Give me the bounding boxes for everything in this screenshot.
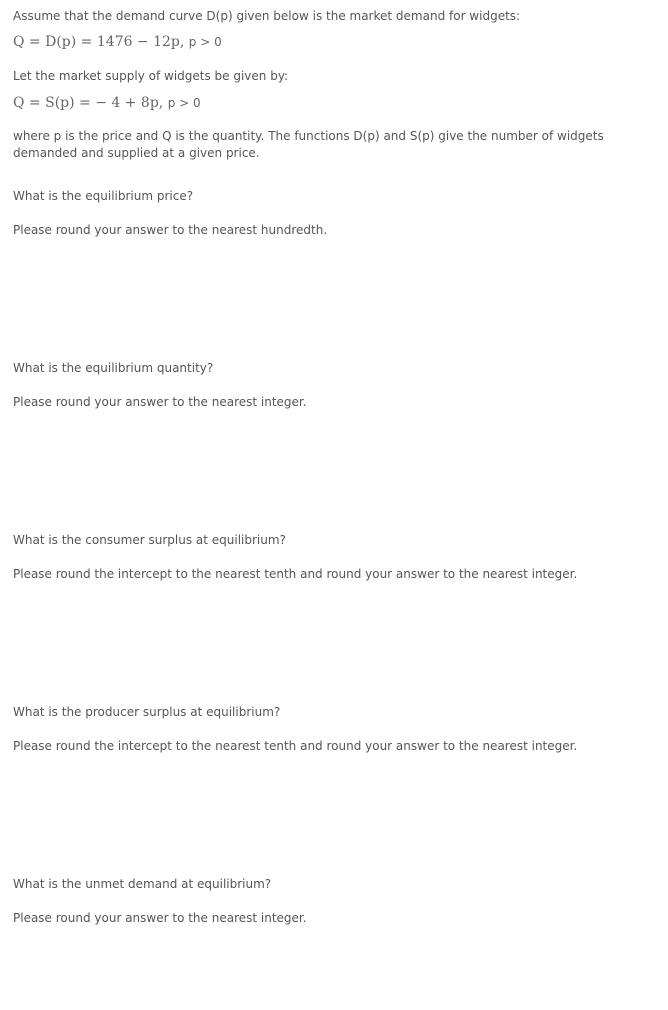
supply-equation [13, 94, 201, 112]
definition-paragraph: where p is the price and Q is the quantity. The functions D(p) and S(p) give the number of widgets demanded and supplied at a given price. [13, 129, 604, 160]
supply-equation-condition: p > 0 [167, 96, 201, 110]
instruction-equilibrium-price: Please round your answer to the nearest hundredth. [13, 223, 328, 237]
demand-equation-expression: Q = D(p) = 1476 − 12p, [13, 34, 185, 50]
demand-equation [13, 33, 222, 51]
question-unmet-demand: What is the unmet demand at equilibrium? [13, 877, 272, 891]
instruction-unmet-demand: Please round your answer to the nearest integer. [13, 911, 307, 925]
instruction-equilibrium-quantity: Please round your answer to the nearest integer. [13, 395, 307, 409]
question-consumer-surplus: What is the consumer surplus at equilibrium? [13, 533, 286, 547]
instruction-producer-surplus: Please round the intercept to the nearest tenth and round your answer to the nearest integer. [13, 739, 578, 753]
demand-intro-text: Assume that the demand curve D(p) given below is the market demand for widgets: [13, 9, 521, 23]
instruction-consumer-surplus: Please round the intercept to the nearest tenth and round your answer to the nearest integer. [13, 567, 578, 581]
question-equilibrium-price: What is the equilibrium price? [13, 189, 194, 203]
question-equilibrium-quantity: What is the equilibrium quantity? [13, 361, 214, 375]
demand-equation-condition: p > 0 [188, 35, 222, 49]
question-producer-surplus: What is the producer surplus at equilibrium? [13, 705, 281, 719]
supply-equation-expression: Q = S(p) = − 4 + 8p, [13, 95, 164, 111]
supply-intro-text: Let the market supply of widgets be given by: [13, 69, 289, 83]
